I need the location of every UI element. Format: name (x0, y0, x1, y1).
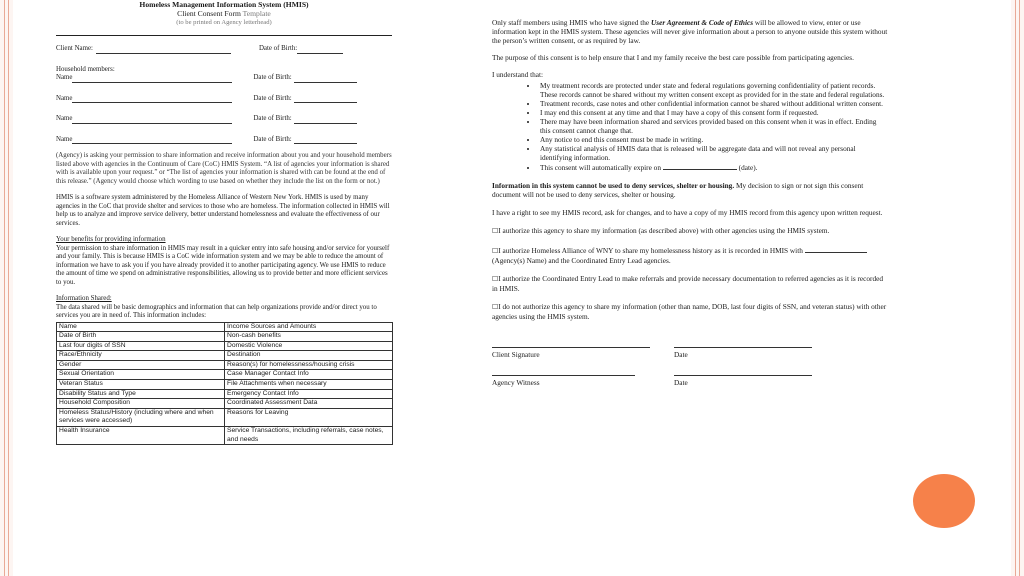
table-cell: File Attachments when necessary (225, 380, 393, 390)
household-member-row (56, 136, 392, 145)
client-dob-label: Date of Birth: (258, 45, 298, 52)
form-header (56, 0, 392, 27)
household-member-row (56, 115, 392, 124)
client-date-field[interactable] (674, 347, 812, 348)
table-row (57, 399, 393, 409)
table-cell: Last four digits of SSN (57, 341, 225, 351)
table-cell: Gender (57, 360, 225, 370)
form-title: Homeless Management Information System (HMIS) (139, 0, 309, 9)
table-row (57, 351, 393, 361)
benefits-text: Your permission to share information in HMIS may result in a quicker entry into safe housing and/or service for yourself and your family. This is because HMIS is a CoC wide information system and we may be able to reduce the amount of information we have to ask you if you have already provided it to another participating agency. We use HMIS to reduce the amount of time we spend on administrative responsibilities, allowing us to provide better and more efficient services to you. (56, 244, 390, 286)
expire-text: This consent will automatically expire on (540, 163, 661, 172)
table-row (57, 322, 393, 332)
option-2-suffix: (Agency(s) Name) and the Coordinated Entry Lead agencies. (492, 256, 671, 265)
list-item: • I may end this consent at any time and that I may have a copy of this consent form if requested. (538, 108, 888, 117)
client-row (56, 45, 392, 54)
letterhead-note: (to be printed on Agency letterhead) (176, 19, 272, 26)
household-member-row (56, 95, 392, 104)
agency-name-field[interactable] (805, 245, 867, 253)
frame-line (1015, 0, 1016, 576)
accent-circle (913, 474, 975, 528)
table-row (57, 408, 393, 426)
option-4-text: I do not authorize this agency to share my information (other than name, DOB, last four digits of SSN, and veteran status) with other agencies using the HMIS system. (492, 302, 887, 321)
household-name-label: Name (56, 135, 73, 143)
frame-line (4, 0, 5, 576)
option-1-text: I authorize this agency to share my information (as described above) with other agencies using the HMIS system. (498, 226, 830, 235)
form-subtitle (56, 9, 392, 18)
right-frame (1011, 0, 1024, 576)
table-cell: Health Insurance (57, 427, 225, 445)
household-name-field[interactable] (72, 116, 232, 124)
household-list (56, 74, 392, 144)
table-cell: Income Sources and Amounts (225, 322, 393, 332)
household-name-label: Name (56, 74, 73, 81)
client-dob-field[interactable] (297, 46, 343, 54)
table-cell: Reason(s) for homelessness/housing crisis (225, 360, 393, 370)
deny-rest: My decision to sign or not sign this consent document will not be used to deny services, shelter or housing. (492, 181, 864, 199)
household-dob-label: Date of Birth: (253, 135, 292, 143)
checkbox-icon[interactable]: ☐ (492, 303, 499, 311)
household-heading: Household members: (56, 65, 115, 73)
list-item: • Any statistical analysis of HMIS data that is released will be aggregate data and will not reveal any personal identifying information. (538, 144, 888, 162)
household-dob-field[interactable] (294, 136, 357, 144)
household-member-row (56, 74, 392, 83)
table-cell: Destination (225, 351, 393, 361)
table-cell: Household Composition (57, 399, 225, 409)
option-2 (492, 245, 888, 265)
table-cell: Homeless Status/History (including where and when services were accessed) (57, 408, 225, 426)
option-3 (492, 274, 888, 293)
agency-witness-label: Agency Witness (492, 378, 540, 387)
list-item: • There may have been information shared and services provided based on this consent when it was in effect. Ending this consent cannot change that. (538, 117, 888, 135)
staff-access-text (492, 18, 888, 45)
client-signature-label: Client Signature (492, 350, 540, 359)
info-shared-table (56, 322, 393, 446)
witness-date-field[interactable] (674, 375, 812, 376)
table-row (57, 389, 393, 399)
checkbox-icon[interactable]: ☐ (492, 275, 499, 283)
frame-line (1019, 0, 1020, 576)
household-dob-field[interactable] (294, 116, 357, 124)
list-item: • Any notice to end this consent must be made in writing. (538, 135, 888, 144)
subtitle-template: Template (242, 9, 271, 18)
table-cell: Reasons for Leaving (225, 408, 393, 426)
option-2-text: I authorize Homeless Alliance of WNY to share my homelessness history as it is recorded in HMIS with (498, 246, 803, 255)
consent-form-page-2 (492, 18, 888, 399)
household-name-field[interactable] (72, 95, 232, 103)
option-4 (492, 302, 888, 321)
table-cell: Disability Status and Type (57, 389, 225, 399)
table-cell: Name (57, 322, 225, 332)
checkbox-icon[interactable]: ☐ (492, 227, 499, 235)
hmis-description: HMIS is a software system administered by the Homeless Alliance of Western New York. HMIS is used by many agencies in the CoC that provide shelter and services to those who are homeless. The information collected in HMIS will help us to analyze and improve service delivery, better understand homelessness and evaluate the effectiveness of our services. (56, 194, 390, 227)
shared-heading: Information Shared: (56, 295, 112, 302)
understand-heading: I understand that: (492, 70, 544, 79)
expire-date-field[interactable] (663, 162, 737, 170)
client-signature-field[interactable] (492, 347, 650, 348)
household-name-field[interactable] (72, 136, 232, 144)
deny-bold: Information in this system cannot be used to deny services, shelter or housing. (492, 181, 735, 190)
table-cell: Emergency Contact Info (225, 389, 393, 399)
user-agreement-ref: User Agreement & Code of Ethics (650, 18, 754, 27)
witness-signature-field[interactable] (492, 375, 635, 376)
table-cell: Race/Ethnicity (57, 351, 225, 361)
household-dob-label: Date of Birth: (253, 115, 292, 122)
agency-request-text: (Agency) is asking your permission to share information and receive information about you and your household members listed above with agencies in the Continuum of Care (CoC) HMIS System. “A list of agencies your information is shared with is available upon your request.” or “The list of agencies your information is shared with can be found at the end of this release.” (Agency would choose which wording to use based on whether they include the list on the form or not.) (56, 152, 392, 185)
table-cell: Sexual Orientation (57, 370, 225, 380)
deny-services-text (492, 181, 888, 199)
household-dob-label: Date of Birth: (253, 74, 292, 81)
table-cell: Service Transactions, including referrals, case notes, and needs (225, 427, 393, 445)
consent-form-page-1 (56, 0, 392, 576)
table-cell: Coordinated Assessment Data (225, 399, 393, 409)
list-item: • My treatment records are protected under state and federal regulations governing confidentiality of patient records. These records cannot be shared without my written consent except as provided for in the state and federal regulations. (538, 81, 888, 99)
household-dob-field[interactable] (294, 95, 357, 103)
table-row (57, 380, 393, 390)
household-name-label: Name (56, 94, 73, 102)
shared-text: The data shared will be basic demographics and information that can help organizations provide and/or direct you to services you are in need of. This information includes: (56, 303, 377, 319)
right-to-see-text: I have a right to see my HMIS record, ask for changes, and to have a copy of my HMIS record from this agency upon written request. (492, 208, 883, 217)
client-name-field[interactable] (96, 46, 231, 54)
client-signature-block (492, 347, 888, 371)
left-frame (0, 0, 13, 576)
understand-list (492, 81, 888, 162)
checkbox-icon[interactable]: ☐ (492, 247, 499, 255)
table-cell: Case Manager Contact Info (225, 370, 393, 380)
client-name-label: Client Name: (56, 45, 93, 52)
expire-item (538, 162, 888, 172)
table-cell: Non-cash benefits (225, 332, 393, 342)
witness-signature-block (492, 375, 888, 399)
table-cell: Domestic Violence (225, 341, 393, 351)
table-row (57, 332, 393, 342)
staff-text-b: will be allowed to view, enter or use information kept in the HMIS system. These agencies will never give information about a person to anyone outside this system without the person’s written consent, or as required by law. (492, 18, 888, 45)
purpose-text: The purpose of this consent is to help ensure that I and my family receive the best care possible from participating agencies. (492, 53, 854, 62)
benefits-heading: Your benefits for providing information (56, 236, 166, 243)
subtitle-main: Client Consent Form (177, 9, 241, 18)
expire-list (492, 162, 888, 172)
frame-line (8, 0, 9, 576)
table-row (57, 370, 393, 380)
option-3-text: I authorize the Coordinated Entry Lead to make referrals and provide necessary documentation to referred agencies as it is recorded in HMIS. (492, 274, 884, 293)
table-cell: Veteran Status (57, 380, 225, 390)
table-row (57, 427, 393, 445)
header-rule (56, 35, 392, 36)
witness-date-label: Date (674, 378, 688, 387)
table-cell: Date of Birth (57, 332, 225, 342)
list-item: • Treatment records, case notes and other confidential information cannot be shared without additional written consent. (538, 99, 888, 108)
table-row (57, 360, 393, 370)
staff-text-a: Only staff members using HMIS who have signed the (492, 18, 651, 27)
household-dob-field[interactable] (294, 75, 357, 83)
client-date-label: Date (674, 350, 688, 359)
household-name-field[interactable] (72, 75, 232, 83)
option-1 (492, 226, 888, 236)
household-dob-label: Date of Birth: (253, 94, 292, 102)
expire-suffix: (date). (738, 163, 758, 172)
table-row (57, 341, 393, 351)
household-name-label: Name (56, 115, 73, 122)
